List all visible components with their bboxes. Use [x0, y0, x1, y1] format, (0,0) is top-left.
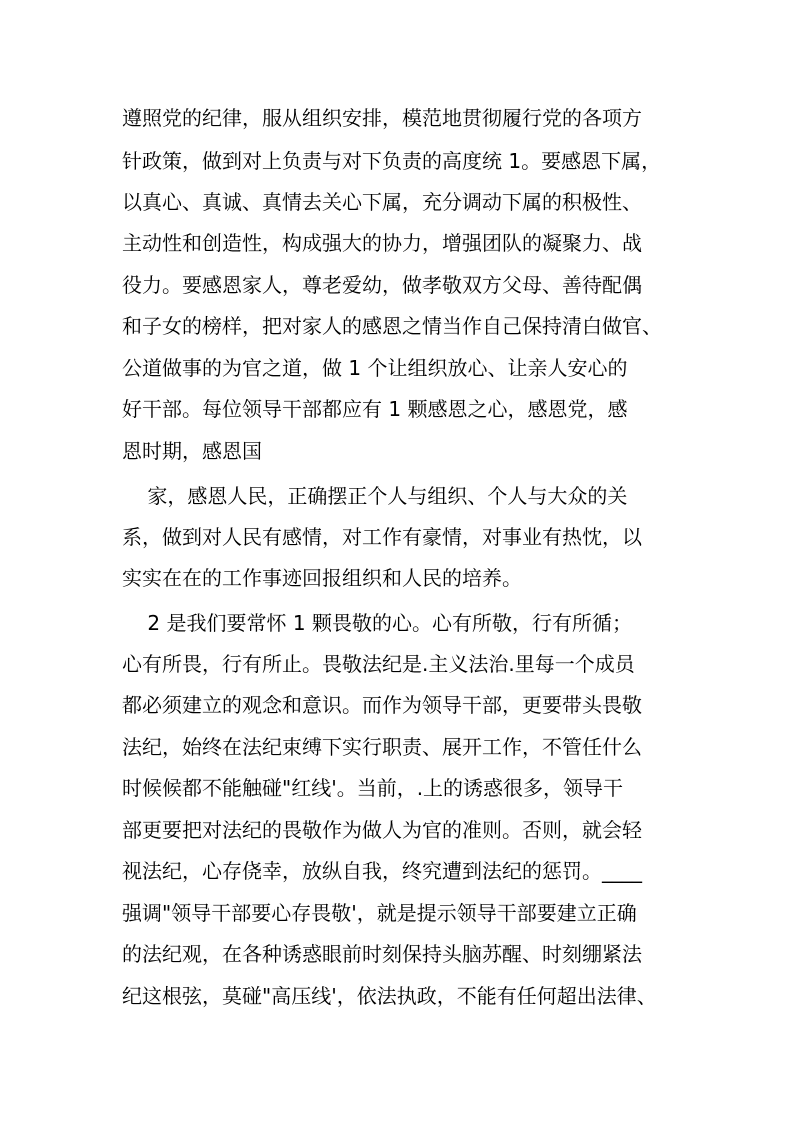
text-line: 心有所畏，行有所止。畏敬法纪是.主义法治.里每一个成员 [122, 652, 635, 676]
text-line: 恩时期，感恩国 [122, 439, 262, 463]
text-line: 纪这根弦，莫碰"高压线'，依法执政，不能有任何超出法律、 [122, 984, 657, 1008]
text-line: 家，感恩人民，正确摆正个人与组织、个人与大众的关 [122, 484, 628, 508]
text-line: 法纪，始终在法纪束缚下实行职责、展开工作，不管任什么 [122, 735, 642, 759]
text-line: 的法纪观，在各种诱惑眼前时刻保持头脑苏醒、时刻绷紧法 [122, 942, 642, 966]
text-line: 2 是我们要常怀 1 颗畏敬的心。心有所敬，行有所循； [122, 611, 632, 635]
text-line: 部更要把对法纪的畏敬作为做人为官的准则。否则，就会轻 [122, 818, 642, 842]
text-line: 好干部。每位领导干部都应有 1 颗感恩之心，感恩党，感 [122, 397, 628, 421]
text-line: 遵照党的纪律，服从组织安排，模范地贯彻履行党的各项方 [122, 106, 642, 130]
text-line: 针政策，做到对上负责与对下负责的高度统 1。要感恩下属， [122, 149, 662, 173]
text-line: 以真心、真诚、真情去关心下属，充分调动下属的积极性、 [122, 190, 642, 214]
text-line: 系，做到对人民有感情，对工作有豪情，对事业有热忱，以 [122, 525, 642, 549]
text-line: 都必须建立的观念和意识。而作为领导干部，更要带头畏敬 [122, 693, 642, 717]
text-line: 实实在在的工作事迹回报组织和人民的培养。 [122, 566, 522, 590]
text-line: 公道做事的为官之道，做 1 个让组织放心、让亲人安心的 [122, 356, 628, 380]
text-line: 役力。要感恩家人，尊老爱幼，做孝敬双方父母、善待配偶 [122, 273, 642, 297]
text-line: 视法纪，心存侥幸，放纵自我，终究遭到法纪的惩罚。____ [122, 859, 642, 883]
text-line: 时候候都不能触碰"红线'。当前，.上的诱惑很多，领导干 [122, 776, 624, 800]
text-line: 和子女的榜样，把对家人的感恩之情当作自己保持清白做官、 [122, 314, 662, 338]
text-line: 强调"领导干部要心存畏敬'，就是提示领导干部要建立正确 [122, 901, 637, 925]
text-line: 主动性和创造性，构成强大的协力，增强团队的凝聚力、战 [122, 231, 642, 255]
